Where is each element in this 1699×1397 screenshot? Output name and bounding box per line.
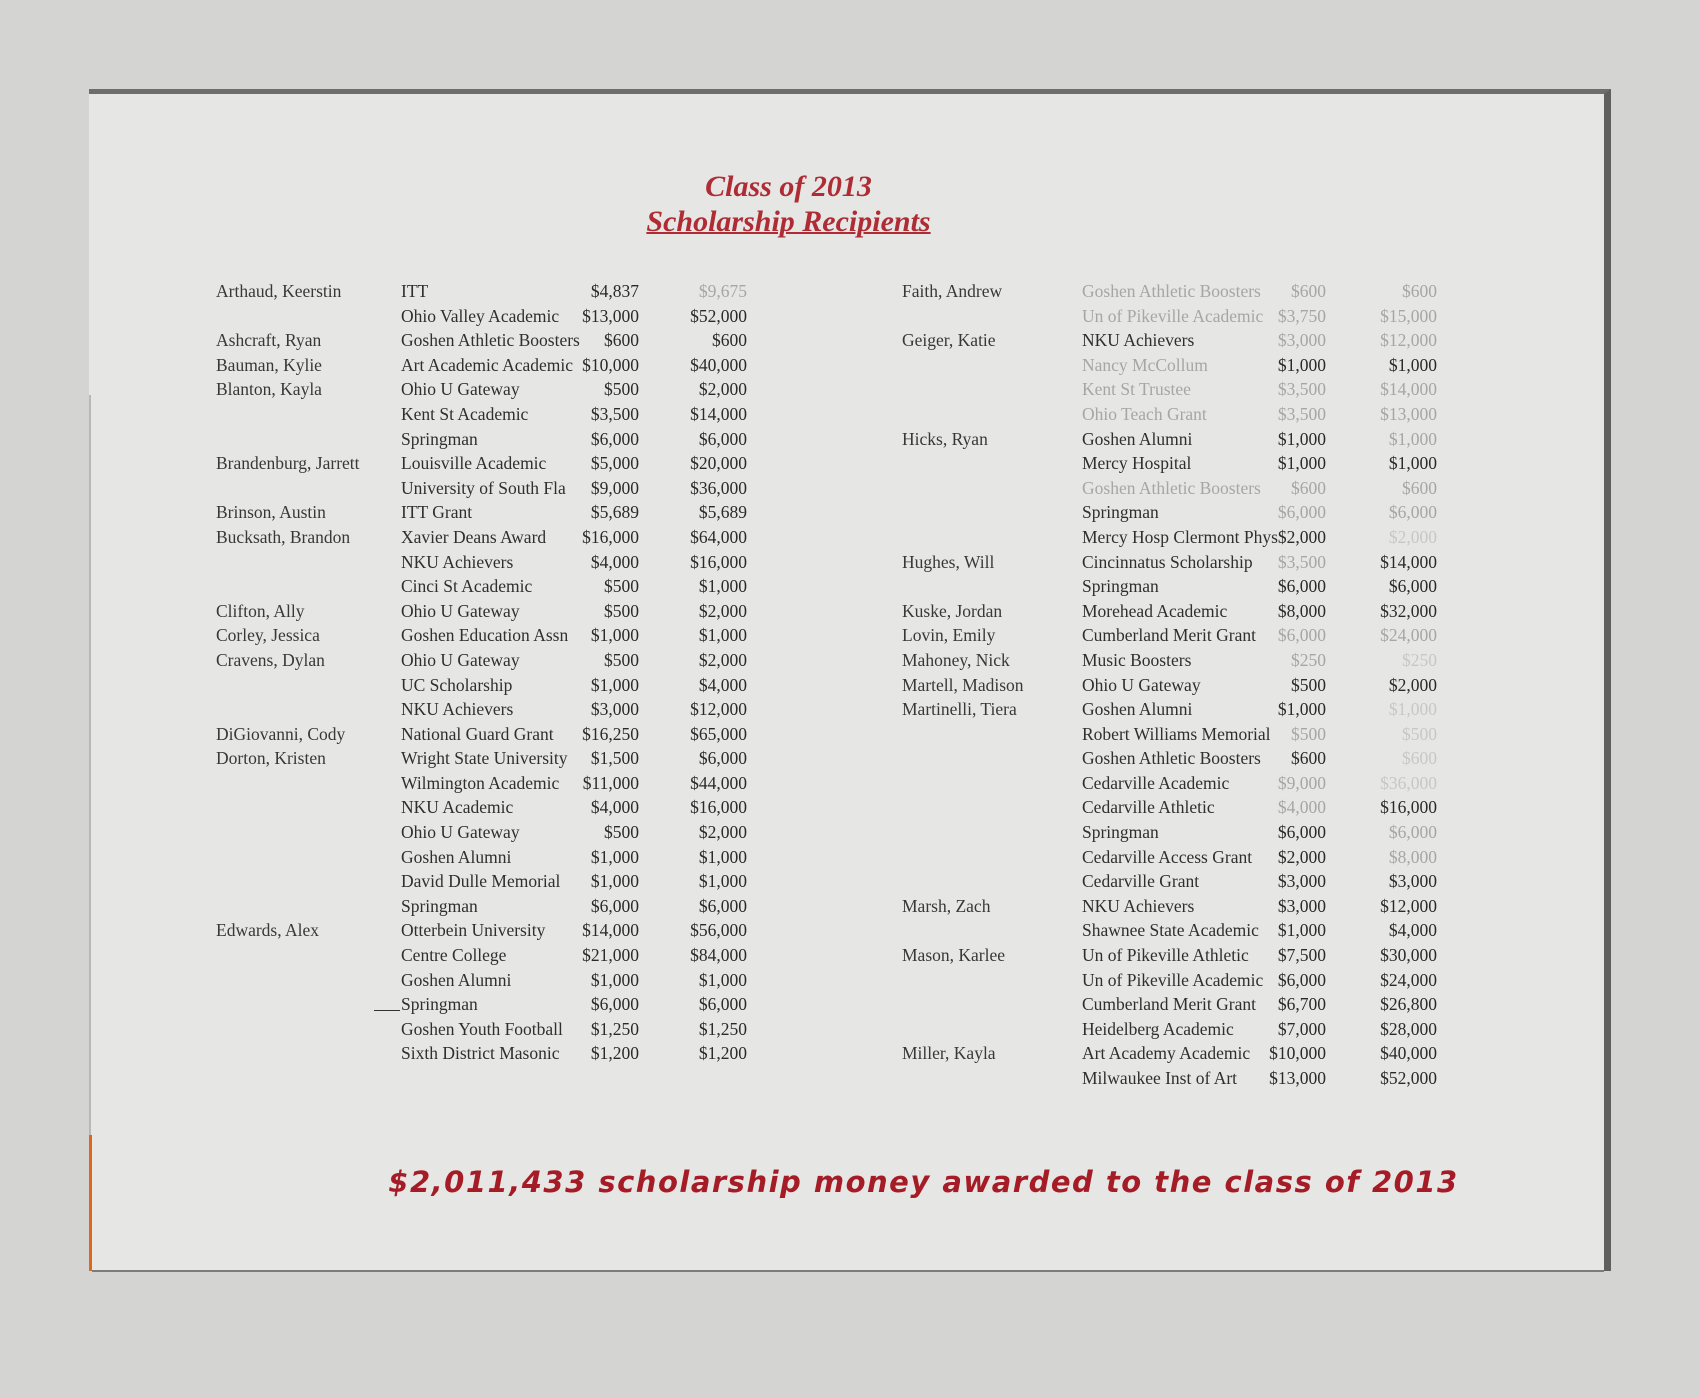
- award-amount: $1,200: [590, 1043, 639, 1064]
- scholarship-name: Art Academy Academic: [1082, 1043, 1251, 1064]
- scholarship-name: Music Boosters: [1082, 649, 1192, 670]
- award-total: $1,000: [1388, 453, 1437, 474]
- scholarship-name: Centre College: [401, 945, 507, 966]
- recipient-name: Mahoney, Nick: [902, 649, 1010, 670]
- award-amount: $2,000: [1277, 526, 1326, 547]
- award-amount: $1,500: [590, 748, 639, 769]
- recipient-name: Lovin, Emily: [902, 625, 996, 646]
- award-total: $14,000: [690, 403, 747, 424]
- award-amount: $1,000: [590, 969, 639, 990]
- award-amount: $7,500: [1277, 945, 1326, 966]
- recipient-name: Arthaud, Keerstin: [216, 281, 342, 301]
- award-total: $1,000: [1388, 428, 1437, 449]
- award-total: $36,000: [690, 477, 747, 498]
- recipient-name: Kuske, Jordan: [902, 600, 1003, 621]
- scholarship-name: ITT Grant: [401, 502, 473, 523]
- award-total: $56,000: [690, 920, 747, 941]
- award-total: $1,000: [698, 871, 747, 892]
- award-amount: $6,000: [590, 895, 639, 916]
- award-total: $9,675: [698, 281, 747, 301]
- recipient-name: Faith, Andrew: [902, 281, 1003, 301]
- award-amount: $600: [1291, 477, 1326, 498]
- award-total: $6,000: [698, 994, 747, 1015]
- award-amount: $1,000: [1277, 453, 1326, 474]
- scholarship-name: Mercy Hosp Clermont Phys: [1082, 526, 1278, 547]
- bottom-rule: [92, 1270, 1604, 1272]
- scholarship-name: Goshen Alumni: [401, 969, 512, 990]
- scholarship-name: Robert Williams Memorial: [1082, 723, 1271, 744]
- award-amount: $500: [1291, 674, 1326, 695]
- recipient-name: Hughes, Will: [902, 551, 995, 572]
- award-total: $600: [712, 330, 747, 351]
- award-amount: $1,000: [1277, 428, 1326, 449]
- award-total: $1,000: [1388, 354, 1437, 375]
- award-amount: $6,000: [1277, 969, 1326, 990]
- award-total: $6,000: [698, 748, 747, 769]
- award-total: $2,000: [698, 600, 747, 621]
- award-amount: $500: [604, 600, 639, 621]
- award-amount: $3,000: [1277, 895, 1326, 916]
- award-amount: $500: [604, 576, 639, 597]
- award-amount: $4,000: [1277, 797, 1326, 818]
- award-amount: $10,000: [582, 354, 639, 375]
- award-amount: $6,000: [590, 994, 639, 1015]
- award-amount: $21,000: [582, 945, 639, 966]
- award-amount: $5,689: [590, 502, 639, 523]
- scholarship-name: Cedarville Grant: [1082, 871, 1200, 892]
- award-total: $14,000: [1380, 551, 1437, 572]
- award-total: $14,000: [1380, 379, 1437, 400]
- scholarship-name: Mercy Hospital: [1082, 453, 1192, 474]
- award-amount: $3,000: [590, 699, 639, 720]
- award-amount: $16,250: [582, 723, 639, 744]
- award-amount: $2,000: [1277, 846, 1326, 867]
- recipient-name: Martell, Madison: [902, 674, 1024, 695]
- award-total: $6,000: [1388, 822, 1437, 843]
- award-total: $16,000: [690, 551, 747, 572]
- award-total: $1,200: [698, 1043, 747, 1064]
- award-amount: $6,000: [1277, 625, 1326, 646]
- award-total: $52,000: [690, 305, 747, 326]
- recipient-name: Marsh, Zach: [902, 895, 991, 916]
- scholarship-name: Heidelberg Academic: [1082, 1018, 1234, 1039]
- award-total: $13,000: [1380, 403, 1437, 424]
- scholarship-name: Goshen Alumni: [1082, 428, 1193, 449]
- award-total: $2,000: [698, 822, 747, 843]
- scholarship-name: Ohio U Gateway: [401, 649, 520, 670]
- scholarship-name: Springman: [1082, 576, 1159, 597]
- award-amount: $4,837: [590, 281, 639, 301]
- award-amount: $1,000: [590, 846, 639, 867]
- award-amount: $3,750: [1277, 305, 1326, 326]
- recipient-name: Hicks, Ryan: [902, 428, 988, 449]
- scholarship-name: Otterbein University: [401, 920, 546, 941]
- recipient-name: Martinelli, Tiera: [902, 699, 1017, 720]
- scholarship-name: Cedarville Athletic: [1082, 797, 1215, 818]
- recipient-name: Bucksath, Brandon: [216, 526, 351, 547]
- award-total: $28,000: [1380, 1018, 1437, 1039]
- award-amount: $6,000: [1277, 502, 1326, 523]
- award-total: $600: [1402, 748, 1437, 769]
- award-amount: $600: [604, 330, 639, 351]
- award-amount: $4,000: [590, 551, 639, 572]
- scholarship-name: Goshen Athletic Boosters: [1082, 281, 1261, 301]
- award-total: $1,000: [1388, 699, 1437, 720]
- award-total: $8,000: [1388, 846, 1437, 867]
- recipient-name: Geiger, Katie: [902, 330, 996, 351]
- award-total: $1,000: [698, 846, 747, 867]
- document-subtitle: Scholarship Recipients: [646, 205, 931, 238]
- scholarship-name: Ohio U Gateway: [401, 600, 520, 621]
- award-amount: $6,000: [1277, 822, 1326, 843]
- scholarship-name: Goshen Athletic Boosters: [1082, 477, 1261, 498]
- scholarship-name: Springman: [401, 428, 478, 449]
- award-total: $16,000: [1380, 797, 1437, 818]
- award-amount: $8,000: [1277, 600, 1326, 621]
- scholarship-name: Springman: [1082, 502, 1159, 523]
- orange-edge-mark: [89, 1135, 92, 1271]
- scholarship-name: Cumberland Merit Grant: [1082, 994, 1256, 1015]
- award-total: $1,000: [698, 576, 747, 597]
- award-amount: $9,000: [590, 477, 639, 498]
- award-amount: $3,500: [590, 403, 639, 424]
- award-total: $12,000: [1380, 330, 1437, 351]
- award-total: $6,000: [1388, 502, 1437, 523]
- award-amount: $3,500: [1277, 551, 1326, 572]
- award-amount: $500: [604, 649, 639, 670]
- scholarship-name: Louisville Academic: [401, 453, 547, 474]
- scholarship-name: Kent St Trustee: [1082, 379, 1191, 400]
- total-awarded-line: $2,011,433 scholarship money awarded to the class of 2013: [388, 1165, 1459, 1199]
- scholarship-name: Art Academic Academic: [401, 354, 574, 375]
- award-amount: $3,000: [1277, 871, 1326, 892]
- scholarship-name: Cedarville Access Grant: [1082, 846, 1253, 867]
- award-amount: $1,250: [590, 1018, 639, 1039]
- award-amount: $500: [1291, 723, 1326, 744]
- scholarship-name: Wright State University: [401, 748, 568, 769]
- scholarship-name: Springman: [401, 895, 478, 916]
- award-amount: $9,000: [1277, 772, 1326, 793]
- award-total: $44,000: [690, 772, 747, 793]
- award-total: $24,000: [1380, 625, 1437, 646]
- scholarship-name: Ohio Teach Grant: [1082, 403, 1207, 424]
- award-total: $2,000: [698, 649, 747, 670]
- award-amount: $1,000: [1277, 354, 1326, 375]
- award-total: $64,000: [690, 526, 747, 547]
- award-amount: $1,000: [590, 674, 639, 695]
- award-total: $1,250: [698, 1018, 747, 1039]
- award-total: $1,000: [698, 969, 747, 990]
- award-amount: $250: [1291, 649, 1326, 670]
- scholarship-name: Un of Pikeville Athletic: [1082, 945, 1249, 966]
- award-amount: $16,000: [582, 526, 639, 547]
- scholarship-name: Cumberland Merit Grant: [1082, 625, 1256, 646]
- scholarship-name: NKU Achievers: [401, 551, 514, 572]
- award-total: $26,800: [1380, 994, 1437, 1015]
- scholarship-name: National Guard Grant: [401, 723, 554, 744]
- scholarship-name: NKU Achievers: [1082, 330, 1195, 351]
- recipient-name: DiGiovanni, Cody: [216, 723, 346, 744]
- award-total: $5,689: [698, 502, 747, 523]
- award-total: $600: [1402, 281, 1437, 301]
- scholarship-name: Un of Pikeville Academic: [1082, 305, 1264, 326]
- award-amount: $3,500: [1277, 403, 1326, 424]
- award-total: $2,000: [1388, 526, 1437, 547]
- scholarship-name: NKU Achievers: [1082, 895, 1195, 916]
- award-amount: $500: [604, 822, 639, 843]
- scholarship-name: Ohio U Gateway: [401, 822, 520, 843]
- recipient-name: Brandenburg, Jarrett: [216, 453, 360, 474]
- scholarship-name: Cincinnatus Scholarship: [1082, 551, 1253, 572]
- award-amount: $600: [1291, 281, 1326, 301]
- award-total: $1,000: [698, 625, 747, 646]
- award-total: $24,000: [1380, 969, 1437, 990]
- award-total: $500: [1402, 723, 1437, 744]
- award-total: $4,000: [698, 674, 747, 695]
- scholarship-name: Xavier Deans Award: [401, 526, 547, 547]
- scholarship-name: Cinci St Academic: [401, 576, 533, 597]
- recipient-name: Miller, Kayla: [902, 1043, 996, 1064]
- award-amount: $4,000: [590, 797, 639, 818]
- award-amount: $1,000: [1277, 699, 1326, 720]
- award-total: $16,000: [690, 797, 747, 818]
- scholarship-name: Un of Pikeville Academic: [1082, 969, 1264, 990]
- award-total: $32,000: [1380, 600, 1437, 621]
- scholarship-name: Goshen Youth Football: [401, 1018, 563, 1039]
- recipient-name: Blanton, Kayla: [216, 379, 322, 400]
- scholarship-name: Nancy McCollum: [1082, 354, 1208, 375]
- award-total: $84,000: [690, 945, 747, 966]
- award-amount: $13,000: [582, 305, 639, 326]
- pen-mark: [374, 1010, 400, 1011]
- award-total: $600: [1402, 477, 1437, 498]
- award-amount: $10,000: [1269, 1043, 1326, 1064]
- scholarship-name: Ohio U Gateway: [401, 379, 520, 400]
- scholarship-name: NKU Academic: [401, 797, 514, 818]
- award-total: $65,000: [690, 723, 747, 744]
- award-amount: $11,000: [582, 772, 639, 793]
- scholarship-name: Goshen Athletic Boosters: [1082, 748, 1261, 769]
- scholarship-name: Goshen Athletic Boosters: [401, 330, 580, 351]
- award-amount: $1,000: [1277, 920, 1326, 941]
- award-amount: $3,000: [1277, 330, 1326, 351]
- scholarship-name: Springman: [401, 994, 478, 1015]
- award-amount: $5,000: [590, 453, 639, 474]
- recipient-name: Ashcraft, Ryan: [216, 330, 322, 351]
- recipient-name: Corley, Jessica: [216, 625, 320, 646]
- scholarship-name: Shawnee State Academic: [1082, 920, 1259, 941]
- award-total: $250: [1402, 649, 1437, 670]
- award-total: $2,000: [698, 379, 747, 400]
- award-total: $6,000: [1388, 576, 1437, 597]
- award-amount: $13,000: [1269, 1068, 1326, 1088]
- scholarship-name: Ohio U Gateway: [1082, 674, 1201, 695]
- scholarship-name: Milwaukee Inst of Art: [1082, 1068, 1238, 1088]
- scholarship-name: Ohio Valley Academic: [401, 305, 560, 326]
- award-amount: $500: [604, 379, 639, 400]
- scholarship-name: Goshen Alumni: [401, 846, 512, 867]
- recipient-name: Cravens, Dylan: [216, 649, 325, 670]
- scholarship-name: ITT: [401, 281, 429, 301]
- award-total: $12,000: [690, 699, 747, 720]
- scholarship-name: David Dulle Memorial: [401, 871, 561, 892]
- award-amount: $7,000: [1277, 1018, 1326, 1039]
- scholarship-name: University of South Fla: [401, 477, 566, 498]
- award-total: $30,000: [1380, 945, 1437, 966]
- paper-left-edge: [89, 395, 91, 1135]
- award-total: $12,000: [1380, 895, 1437, 916]
- award-total: $4,000: [1388, 920, 1437, 941]
- scholarship-name: Goshen Education Assn: [401, 625, 569, 646]
- recipient-name: Mason, Karlee: [902, 945, 1006, 966]
- award-amount: $6,700: [1277, 994, 1326, 1015]
- award-total: $15,000: [1380, 305, 1437, 326]
- award-total: $6,000: [698, 895, 747, 916]
- award-total: $40,000: [690, 354, 747, 375]
- scholarship-name: Morehead Academic: [1082, 600, 1228, 621]
- scholarship-name: Goshen Alumni: [1082, 699, 1193, 720]
- scholarship-name: Sixth District Masonic: [401, 1043, 560, 1064]
- award-amount: $3,500: [1277, 379, 1326, 400]
- scholarship-name: UC Scholarship: [401, 674, 513, 695]
- document-title: Class of 2013: [705, 170, 872, 203]
- scholarship-name: NKU Achievers: [401, 699, 514, 720]
- award-total: $40,000: [1380, 1043, 1437, 1064]
- award-amount: $6,000: [590, 428, 639, 449]
- scholarship-name: Wilmington Academic: [401, 772, 560, 793]
- recipient-name: Clifton, Ally: [216, 600, 305, 621]
- scholarship-name: Kent St Academic: [401, 403, 529, 424]
- scholarship-name: Cedarville Academic: [1082, 772, 1230, 793]
- recipient-name: Brinson, Austin: [216, 502, 326, 523]
- award-amount: $14,000: [582, 920, 639, 941]
- award-amount: $1,000: [590, 625, 639, 646]
- award-amount: $1,000: [590, 871, 639, 892]
- scholarship-name: Springman: [1082, 822, 1159, 843]
- award-total: $52,000: [1380, 1068, 1437, 1088]
- award-amount: $600: [1291, 748, 1326, 769]
- award-total: $6,000: [698, 428, 747, 449]
- award-total: $2,000: [1388, 674, 1437, 695]
- award-amount: $6,000: [1277, 576, 1326, 597]
- recipient-name: Edwards, Alex: [216, 920, 320, 941]
- recipient-name: Dorton, Kristen: [216, 748, 326, 769]
- award-total: $36,000: [1380, 772, 1437, 793]
- recipient-name: Bauman, Kylie: [216, 354, 322, 375]
- award-total: $3,000: [1388, 871, 1437, 892]
- award-total: $20,000: [690, 453, 747, 474]
